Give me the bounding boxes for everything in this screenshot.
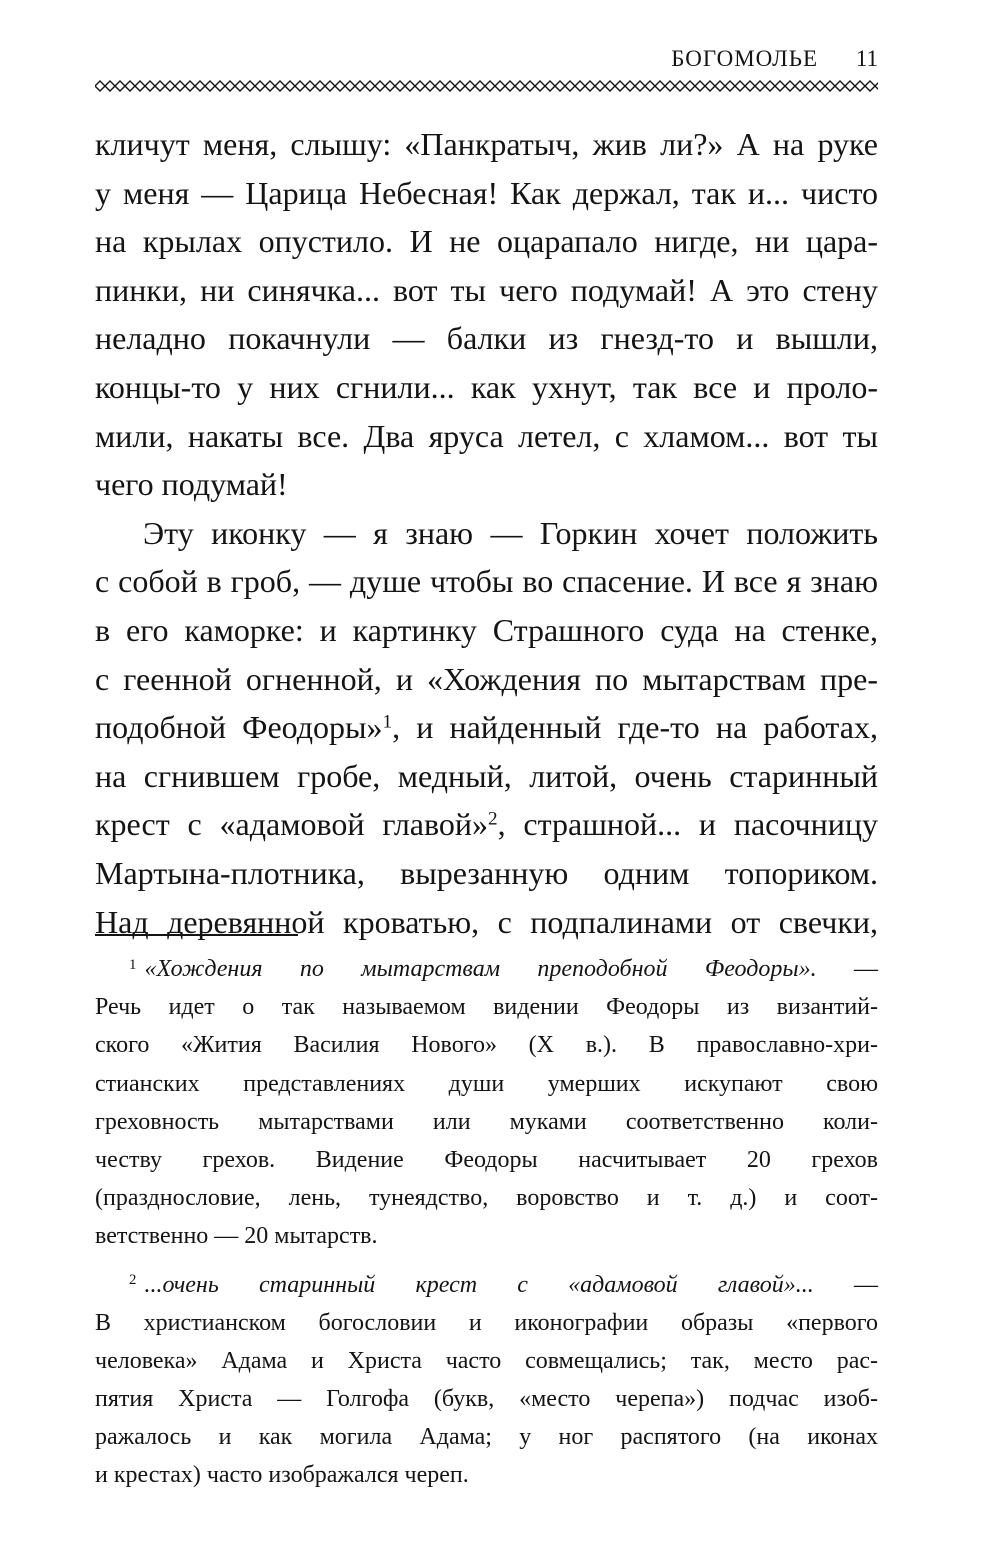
text-line: на сгнившем гробе, медный, литой, очень старинный bbox=[95, 757, 878, 794]
footnote-line: В христианском богословии и иконографии образы «первого bbox=[95, 1309, 878, 1336]
footnote-title: ...очень старинный крест с «адамовой главой»... bbox=[144, 1271, 814, 1298]
text-line: с собой в гроб, — душе чтобы во спасение. И все я знаю bbox=[95, 563, 878, 600]
footnote-line: (празднословие, лень, тунеядство, воровство и т. д.) и соот- bbox=[95, 1185, 878, 1212]
text-line: у меня — Царица Небесная! Как держал, так и... чисто bbox=[95, 174, 878, 211]
text-segment: крест с «адамовой главой» bbox=[95, 806, 489, 843]
running-title: БОГОМОЛЬЕ bbox=[671, 46, 818, 71]
text-line: кличут меня, слышу: «Панкратыч, жив ли?» А на руке bbox=[95, 126, 878, 162]
text-line: Над деревянной кроватью, с подпалинами от свечки, bbox=[95, 903, 878, 940]
footnote-title: «Хождения по мытарствам преподобной Феодоры». bbox=[144, 956, 817, 982]
footnote-line: ского «Жития Василия Нового» (X в.). В православно-хри- bbox=[95, 1032, 878, 1059]
text-segment: , и найденный где-то на работах, bbox=[392, 709, 879, 746]
footnote-ref[interactable]: 1 bbox=[382, 711, 393, 733]
text-line: Мартына-плотника, вырезанную одним топориком. bbox=[95, 854, 878, 891]
text-line: пинки, ни синячка... вот ты чего подумай! А это стену bbox=[95, 271, 878, 308]
footnote-marker: 1 bbox=[129, 956, 137, 973]
footnote-separator bbox=[95, 934, 298, 936]
text-line: чего подумай! bbox=[95, 466, 288, 503]
footnote-line: ражалось и как могила Адама; у ног распятого (на иконах bbox=[95, 1424, 878, 1451]
text-line bbox=[95, 800, 878, 849]
footnote-line: греховность мытарствами или муками соответственно коли- bbox=[95, 1108, 878, 1135]
footnote-line: ветственно — 20 мытарств. bbox=[95, 1223, 378, 1250]
running-header bbox=[95, 42, 878, 78]
footnote-line: честву грехов. Видение Феодоры насчитывает 20 грехов bbox=[95, 1146, 878, 1173]
main-text bbox=[95, 120, 878, 946]
footnote-line bbox=[95, 950, 878, 988]
ornamental-divider bbox=[95, 78, 878, 94]
text-segment: , страшной... и пасочницу bbox=[497, 806, 879, 843]
text-line: Эту иконку — я знаю — Горкин хочет положить bbox=[143, 514, 878, 551]
text-segment: подобной Феодоры» bbox=[95, 709, 383, 746]
text-line bbox=[95, 703, 878, 752]
footnote-dash: — bbox=[854, 956, 879, 982]
footnote bbox=[95, 1266, 878, 1495]
page-number: 11 bbox=[855, 46, 878, 71]
text-line: в его каморке: и картинку Страшного суда на стенке, bbox=[95, 611, 878, 648]
footnote-line: пятия Христа — Голгофа (букв, «место черепа») подчас изоб- bbox=[95, 1386, 878, 1413]
footnotes bbox=[95, 950, 878, 1495]
footnote bbox=[95, 950, 878, 1256]
text-line: мили, накаты все. Два яруса летел, с хламом... вот ты bbox=[95, 417, 878, 454]
text-line: на крылах опустило. И не оцарапало нигде, ни цара- bbox=[95, 223, 878, 260]
footnote-ref[interactable]: 2 bbox=[488, 808, 498, 830]
footnote-line: стианских представлениях души умерших искупают свою bbox=[95, 1070, 878, 1097]
footnote-line: человека» Адама и Христа часто совмещались; так, место рас- bbox=[95, 1347, 878, 1374]
text-line: неладно покачнули — балки из гнезд-то и вышли, bbox=[95, 320, 878, 357]
text-line: с геенной огненной, и «Хождения по мытарствам пре- bbox=[95, 660, 878, 697]
text-line: концы-то у них сгнили... как ухнут, так все и проло- bbox=[95, 368, 878, 405]
footnote-line: Речь идет о так называемом видении Феодоры из византий- bbox=[95, 994, 878, 1021]
footnote-marker: 2 bbox=[129, 1272, 137, 1289]
footnote-line bbox=[95, 1266, 878, 1304]
footnote-dash: — bbox=[854, 1271, 879, 1298]
footnote-line: и крестах) часто изображался череп. bbox=[95, 1462, 469, 1489]
